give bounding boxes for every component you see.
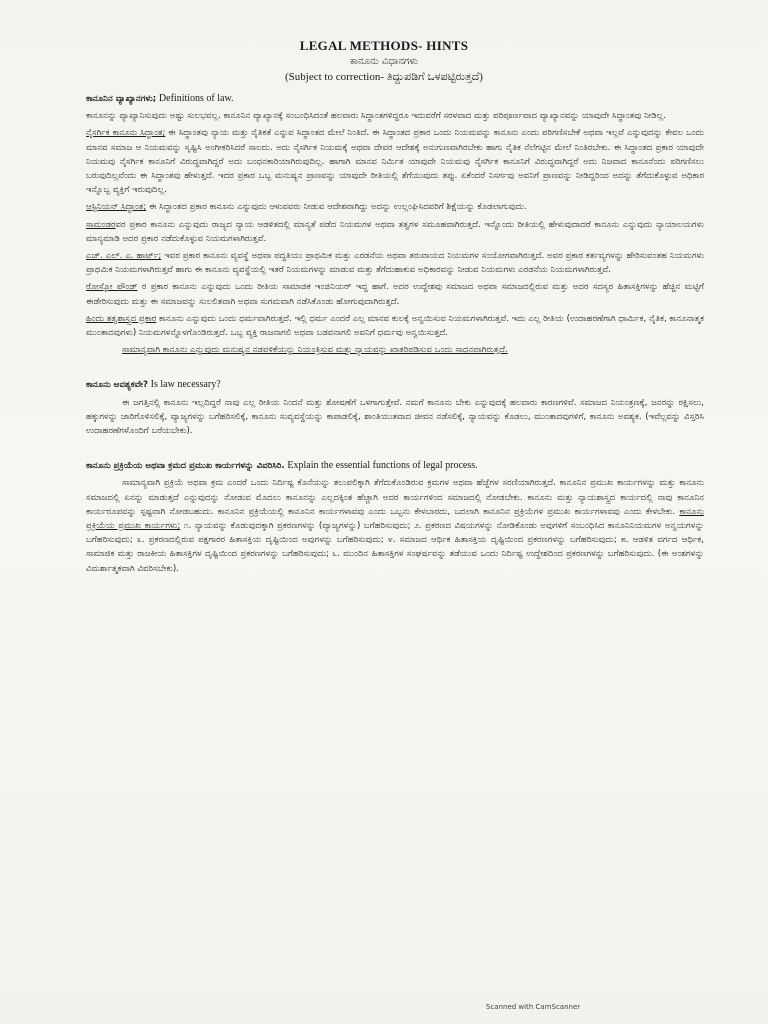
paragraph-text: ಈ ಸಿದ್ಧಾಂತವು ನ್ಯಾಯ ಮತ್ತು ನೈತಿಕತೆ ಎನ್ನುವ ಸಿದ್ಧಾಂತದ ಮೇಲೆ ನಿಂತಿದೆ. ಈ ಸಿದ್ಧಾಂತದ ಪ್ರಕಾರ ಒಂದು ನಿಯಮವನ್ನು ಕಾನೂನು ಎಂದು ಪರಿಗಣಿಸಬೇಕೆ ಅಥವಾ ಇಲ್ಲವೆ ಎನ್ನುವುದನ್ನು ಕೇವಲ ಒಂದು ಮಾನವ ಸಮಾಜ ಆ ನಿಯಮವನ್ನು ಸೃಷ್ಟಿಸಿ ಅಂಗೀಕರಿಸಿದರೆ ಸಾಲದು. ಅದು ನೈಸರ್ಗಿಕ ನಿಯಮಕ್ಕೆ ಅಥವಾ ದೇವರ ಆದೇಶಕ್ಕೆ ಅನುಗುಣವಾಗಿರಬೇಕು ಹಾಗು ನೈತಿಕ ನೆಲೆಗಟ್ಟಿನ ಮೇಲೆ ನಿಂತಿರಬೇಕು. ಈ ಸಿದ್ಧಾಂತದ ಪ್ರಕಾರ ಯಾವುದೇ ನಿಯಮವು ನೈಸರ್ಗಿಕ ಕಾನೂನಿಗೆ ವಿರುದ್ಧವಾಗಿದ್ದರೆ ಅದು ಬಂಧನಕಾರಿಯಾಗಿರುವುದಿಲ್ಲ. ಹಾಗಾಗಿ ಮಾನವ ನಿರ್ಮಿತ ಯಾವುದೇ ನಿಯಮವು ನೈಸರ್ಗಿಕ ಕಾನೂನಿಗೆ ವಿರುದ್ಧವಾಗಿದ್ದರೆ ಅದು ನಿಜವಾದ ಕಾನೂನೆಂದು ಪರಿಗಣಿಸಲು ಬರುವುದಿಲ್ಲವೆಂದು ಈ ಸಿದ್ಧಾಂತವು ಹೇಳುತ್ತದೆ. ಇದರ ಪ್ರಕಾರ ಒಬ್ಬ ಮನುಷ್ಯನ ಪ್ರಾಣವನ್ನು ಯಾವುದೇ ರೀತಿಯಲ್ಲಿ ತೆಗೆಯುವುದು ತಪ್ಪು. ಏಕೆಂದರೆ ನಿಸರ್ಗವು ಅವನಿಗೆ ಪ್ರಾಣವನ್ನು ನೀಡಿದ್ದರಿಂದ ಅದನ್ನು ತೆಗೆದುಕೊಳ್ಳುವ ಅಧಿಕಾರ ಇನ್ನೊಬ್ಬ ವ್ಯಕ್ತಿಗೆ ಇರುವುದಿಲ್ಲ. xyxy=(86,128,704,196)
paragraph-hindu xyxy=(86,312,704,340)
heading-kannada: ಕಾನೂನು ಅವಶ್ಯಕವೇ? xyxy=(86,380,148,391)
paragraph-text: ಕಾನೂನು ಎನ್ನುವುದು ಒಂದು ಧರ್ಮವಾಗಿರುತ್ತದೆ. ಇಲ್ಲಿ ಧರ್ಮ ಎಂದರೆ ಎಲ್ಲ ಮಾನವ ಕುಲಕ್ಕೆ ಅನ್ವಯಿಸುವ ನಿಯಮಗಳಾಗಿರುತ್ತವೆ. ಇದು ಎಲ್ಲ ರೀತಿಯ (ಉದಾಹರಣೆಗಾಗಿ ಧಾರ್ಮಿಕ, ನೈತಿಕ, ಕಾನೂನಾತ್ಮಕ ಮುಂತಾದವುಗಳು) ನಿಯಮಗಳನ್ನೊಳಗೊಂಡಿರುತ್ತದೆ. ಒಬ್ಬ ವ್ಯಕ್ತಿ ರಾಜನಾಗಲಿ ಅಥವಾ ಬಡವನಾಗಲಿ ಅವನಿಗೆ ಧರ್ಮವು ಅನ್ವಯಿಸುತ್ತದೆ. xyxy=(86,313,704,339)
document-body xyxy=(86,92,704,579)
spacer xyxy=(86,441,704,459)
scan-watermark: Scanned with CamScanner xyxy=(486,1003,581,1011)
lead-term: ಸಾಮಂಡರ xyxy=(86,219,116,230)
heading-kannada: ಕಾನೂನು ಪ್ರಕ್ರಿಯೆಯ ಅಥವಾ ಕ್ರಮದ ಪ್ರಮುಖ ಕಾರ್ಯಗಳನ್ನು ವಿವರಿಸಿರಿ. xyxy=(86,461,285,472)
paragraph-summary xyxy=(86,343,704,357)
lead-term: ಕಾನೂನು ಪ್ರಕ್ರಿಯೆಯ ಪ್ರಮುಖ ಕಾರ್ಯಗಳು; xyxy=(86,506,704,532)
lead-term: ಎಚ್. ಎಲ್. ಎ. ಹಾರ್ಟ್; xyxy=(86,251,162,262)
paragraph-text: ರ ಪ್ರಕಾರ ಕಾನೂನು ಎನ್ನುವುದು ಒಂದು ರೀತಿಯ ಸಾಮಾಜಿಕ ಇಂಜಿನಿಯರ್ ಇದ್ದ ಹಾಗೆ. ಅದರ ಉದ್ದೇಶವು ಸಮಾಜದ ಅಥವಾ ಸಮಾಜದಲ್ಲಿರುವ ಮತ್ತು ಅದರ ಸದಸ್ಯರ ಹಿತಾಸಕ್ತಿಗಳನ್ನು ಹೆಚ್ಚಿನ ಮಟ್ಟಿಗೆ ಈಡೇರಿಸುವುದು ಮತ್ತು ಈ ಸಮಾಜವನ್ನು ಸುಲಲಿತವಾಗಿ ಅಥವಾ ಸುಗಮವಾಗಿ ನಡೆಸಿಕೊಂಡು ಹೋಗುವುದಾಗಿರುತ್ತದೆ. xyxy=(86,282,704,307)
paragraph-text: ಇವರ ಪ್ರಕಾರ ಕಾನೂನು ವ್ಯವಸ್ಥೆ ಅಥವಾ ಪದ್ಧತಿಯು ಪ್ರಾಥಮಿಕ ಮತ್ತು ಎರಡನೆಯ ಅಥವಾ ತರುವಾಯದ ನಿಯಮಗಳ ಸಂಯೋಗವಾಗಿರುತ್ತದೆ. ಅವರ ಪ್ರಕಾರ ಕರ್ತವ್ಯಗಳನ್ನು ಹೇರಿಸುವಂತಹ ನಿಯಮಗಳು ಪ್ರಾಥಮಿಕ ನಿಯಮಗಳಾಗಿರುತ್ತವೆ ಹಾಗು ಈ ಕಾನೂನು ವ್ಯವಸ್ಥೆಯಲ್ಲಿ ಇತರೆ ನಿಯಮಗಳನ್ನು ಮಾಡುವ ಮತ್ತು ತೆಗೆದುಹಾಕುವ ಅಧಿಕಾರವನ್ನು ನೀಡುವ ನಿಯಮಗಳು ಎರಡನೆಯ ನಿಯಮಗಳಾಗಿರುತ್ತವೆ. xyxy=(86,251,704,276)
document-header xyxy=(0,38,768,85)
paragraph: ಕಾನೂನನ್ನು ವ್ಯಾಖ್ಯಾನಿಸುವುದು ಅಷ್ಟು ಸುಲಭವಲ್ಲ. ಕಾನೂನಿನ ವ್ಯಾಖ್ಯಾನಕ್ಕೆ ಸಂಬಂಧಿಸಿದಂತೆ ಹಲವಾರು ಸಿದ್ಧಾಂತಗಳಿದ್ದರೂ ಇದುವರೆಗೆ ಸರಳವಾದ ಮತ್ತು ಪರಿಪೂರ್ಣವಾದ ವ್ಯಾಖ್ಯಾನವನ್ನು ಯಾವುದೇ ಸಿದ್ಧಾಂತವು ನೀಡಿಲ್ಲ. xyxy=(86,111,666,122)
lead-term: ಆಸ್ಟಿನಿಯನ್ ಸಿದ್ಧಾಂತ; xyxy=(86,202,147,213)
section-heading-definitions xyxy=(86,92,704,106)
paragraph-austinian xyxy=(86,200,704,214)
correction-note: (Subject to correction- ತಿದ್ದುಪಡಿಗೆ ಒಳಪಟ್ಟಿರುತ್ತದೆ) xyxy=(285,71,483,83)
paragraph: ಈ ಜಗತ್ತಿನಲ್ಲಿ ಕಾನೂನು ಇಲ್ಲದಿದ್ದರೆ ನಾವು ಎಲ್ಲ ರೀತಿಯ ನಿಂದನೆ ಮತ್ತು ಶೋಷಣೆಗೆ ಒಳಗಾಗುತ್ತೇವೆ. ನಮಗೆ ಕಾನೂನು ಬೇಕು ಎನ್ನುವುದಕ್ಕೆ ಹಲವಾರು ಕಾರಣಗಳಿವೆ. ಸಮಾಜದ ನಿಯಂತ್ರಣಕ್ಕೆ, ಜನರನ್ನು ರಕ್ಷಿಸಲು, ಹಕ್ಕುಗಳನ್ನು ಜಾರಿಗೊಳಿಸಲಿಕ್ಕೆ, ವ್ಯಾಜ್ಯಗಳನ್ನು ಬಗೆಹರಿಸಲಿಕ್ಕೆ, ಕಾನೂನು ಸುವ್ಯವಸ್ಥೆಯನ್ನು ಕಾಪಾಡಲಿಕ್ಕೆ, ಶಾಂತಿಯುತವಾದ ಜೀವನ ನಡೆಸಲಿಕ್ಕೆ, ನ್ಯಾಯವನ್ನು ಕೊಡಲು, ಮುಂತಾದವುಗಳಿಗೆ, ಕಾನೂನು ಅವಶ್ಯಕ. (ಇವೆಲ್ಲವನ್ನು ವಿಸ್ತರಿಸಿ ಉದಾಹರಣೆಗಳೊಂದಿಗೆ ಬರೆಯಬೇಕು). xyxy=(86,397,704,437)
lead-term: ನೈಸರ್ಗಿಕ ಕಾನೂನು ಸಿದ್ಧಾಂತ; xyxy=(86,128,166,139)
paragraph-salmond xyxy=(86,218,704,246)
paragraph-text: ಈ ಸಿದ್ಧಾಂತದ ಪ್ರಕಾರ ಕಾನೂನು ಎನ್ನುವುದು ಆಳುವವರು ನೀಡುವ ಆದೇಶವಾಗಿದ್ದು ಅದನ್ನು ಉಲ್ಲಂಘಿಸಿದವರಿಗೆ ಶಿಕ್ಷೆಯನ್ನು ಕೊಡಲಾಗುವುದು. xyxy=(146,202,527,213)
section-heading-functions xyxy=(86,459,704,473)
heading-english: Explain the essential functions of legal process. xyxy=(287,460,478,472)
paragraph-hart xyxy=(86,249,704,277)
lead-term: ರೋಸ್ಕೋ ಪೌಂಡ್ xyxy=(86,282,138,293)
document-subtitle: ಕಾನೂನು ವಿಧಾನಗಳು xyxy=(350,56,418,67)
paragraph-natural-law xyxy=(86,126,704,197)
section-heading-necessity xyxy=(86,378,704,392)
lead-term: ಹಿಂದು ತತ್ವಶಾಸ್ತ್ರದ ಪ್ರಕಾರ xyxy=(86,313,157,324)
summary-text: ಸಾಮಾನ್ಯವಾಗಿ ಕಾನೂನು ಎನ್ನುವುದು ಮನುಷ್ಯನ ನಡವಳಿಕೆಯನ್ನು ನಿಯಂತ್ರಿಸುವ ಮತ್ತು ನ್ಯಾಯವನ್ನು ಖಾತರಿಪಡಿಸುವ ಒಂದು ಸಾಧನವಾಗಿರುತ್ತದೆ. xyxy=(122,345,508,356)
paragraph-text: ವರ ಪ್ರಕಾರ ಕಾನೂನು ಎನ್ನುವುದು ರಾಜ್ಯದ ನ್ಯಾಯ ಆಡಳಿತದಲ್ಲಿ ಮಾನ್ಯತೆ ಪಡೆದ ನಿಯಮಗಳ ಅಥವಾ ತತ್ವಗಳ ಸಮೂಹವಾಗಿರುತ್ತದೆ. ಇನ್ನೊಂದು ರೀತಿಯಲ್ಲಿ ಹೇಳುವುದಾದರೆ ಕಾನೂನು ಎನ್ನುವುದು ನ್ಯಾಯಾಲಯಗಳು ಮಾನ್ಯಮಾಡಿ ಅದರ ಪ್ರಕಾರ ನಡೆದುಕೊಳ್ಳುವ ನಿಯಮಗಳಾಗಿರುತ್ತವೆ. xyxy=(86,219,704,244)
paragraph-functions xyxy=(86,476,704,575)
document-title: LEGAL METHODS- HINTS xyxy=(299,38,469,53)
heading-kannada: ಕಾನೂನಿನ ವ್ಯಾಖ್ಯಾನಗಳು; xyxy=(86,94,157,104)
heading-english: Definitions of law. xyxy=(158,93,234,104)
paragraph-pound xyxy=(86,280,704,308)
spacer xyxy=(86,360,704,378)
heading-english: Is law necessary? xyxy=(150,379,221,391)
paragraph-text: ೧. ನ್ಯಾಯವನ್ನು ಕೊಡುವುದಕ್ಕಾಗಿ ಪ್ರಕರಣಗಳನ್ನು (ವ್ಯಾಜ್ಯಗಳನ್ನು) ಬಗೆಹರಿಸುವುದು; ೨. ಪ್ರಕರಣದ ವಿಷಯಗಳನ್ನು ನೋಡಿಕೊಂಡು ಅವುಗಳಿಗೆ ಸಂಬಂಧಿಸಿದ ಕಾನೂನಿನಿಯಮಗಳ ಅನ್ವಯಗಳನ್ನು ಬಗೆಹರಿಸುವುದು; ೩. ಪ್ರಕರಣದಲ್ಲಿರುವ ಪಕ್ಷಗಾರರ ಹಿತಾಸಕ್ತಿಯ ದೃಷ್ಟಿಯಿಂದ ಅವುಗಳನ್ನು ಬಗೆಹರಿಸುವುದು; ೪. ಸಮಾಜದ ಆರ್ಥಿಕ ಹಿತಾಸಕ್ತಿಯ ದೃಷ್ಟಿಯಿಂದ ಪ್ರಕರಣಗಳನ್ನು ಬಗೆಹರಿಸುವುದು; ೫. ಆಡಳಿತ ವರ್ಗದ ಆರ್ಥಿಕ, ಸಾಮಾಜಿಕ ಮತ್ತು ರಾಜಕೀಯ ಹಿತಾಸಕ್ತಿಗಳ ದೃಷ್ಟಿಯಿಂದ ಪ್ರಕರಣಗಳನ್ನು ಬಗೆಹರಿಸುವುದು; ೬. ಮುಂದಿನ ಹಿತಾಸಕ್ತಿಗಳ ಸಂಘರ್ಷವನ್ನು ತಡೆಯುವ ಒಂದು ನಿರ್ದಿಷ್ಟ ಉದ್ದೇಶದಿಂದ ಪ್ರಕರಣಗಳನ್ನು ಬಗೆಹರಿಸುವುದು. (ಈ ಅಂಶಗಳನ್ನು ವಿಮರ್ಶಾತ್ಮಕವಾಗಿ ವಿವರಿಸಬೇಕು). xyxy=(86,521,704,574)
paragraph-text: ಸಾಮಾನ್ಯವಾಗಿ ಪ್ರಕ್ರಿಯೆ ಅಥವಾ ಕ್ರಮ ಎಂದರೆ ಒಂದು ನಿರ್ದಿಷ್ಟ ಕೊನೆಯನ್ನು ತಲುಪಲಿಕ್ಕಾಗಿ ತೆಗೆದುಕೊಂಡಿರುವ ಕ್ರಮಗಳ ಅಥವಾ ಹೆಜ್ಜೆಗಳ ಸರಣಿಯಾಗಿರುತ್ತದೆ. ಕಾನೂನಿನ ಪ್ರಮುಖ ಕಾರ್ಯಗಳನ್ನು ಮತ್ತು ಕಾನೂನು ಸಮಾಜದಲ್ಲಿ ಏನನ್ನು ಮಾಡುತ್ತದೆ ಎನ್ನುವುದನ್ನು ನೋಡುವ ಮೊದಲು ಕಾನೂನನ್ನು ಎಲ್ಲದಕ್ಕಿಂತ ಹೆಚ್ಚಾಗಿ ಅದರ ಕಾರ್ಯಗಳಿಂದ ಸಮಾಜದಲ್ಲಿ ನೋಡಬೇಕು. ಕಾನೂನು ಮತ್ತು ನ್ಯಾಯಶಾಸ್ತ್ರದ ಕಾರ್ಯದಲ್ಲಿ ನಾವು ಕಾನೂನಿನ ಕಾರ್ಯರೂಪವನ್ನು ಸ್ಪಷ್ಟವಾಗಿ ನೋಡಬಹುದು. ಕಾನೂನಿನ ಪ್ರಕ್ರಿಯೆಯಲ್ಲಿ ಕಾನೂನಿನ ಕಾರ್ಯಗಳಾವವು ಎಂದು ಒಬ್ಬನು ಕೇಳಬಾರದು, ಬದಲಾಗಿ ಕಾನೂನಿನ ಪ್ರಕ್ರಿಯೆಗಳ ಪ್ರಮುಖ ಕಾರ್ಯಗಳಾವವು ಎಂದು ಕೇಳಬೇಕು. xyxy=(86,478,704,517)
